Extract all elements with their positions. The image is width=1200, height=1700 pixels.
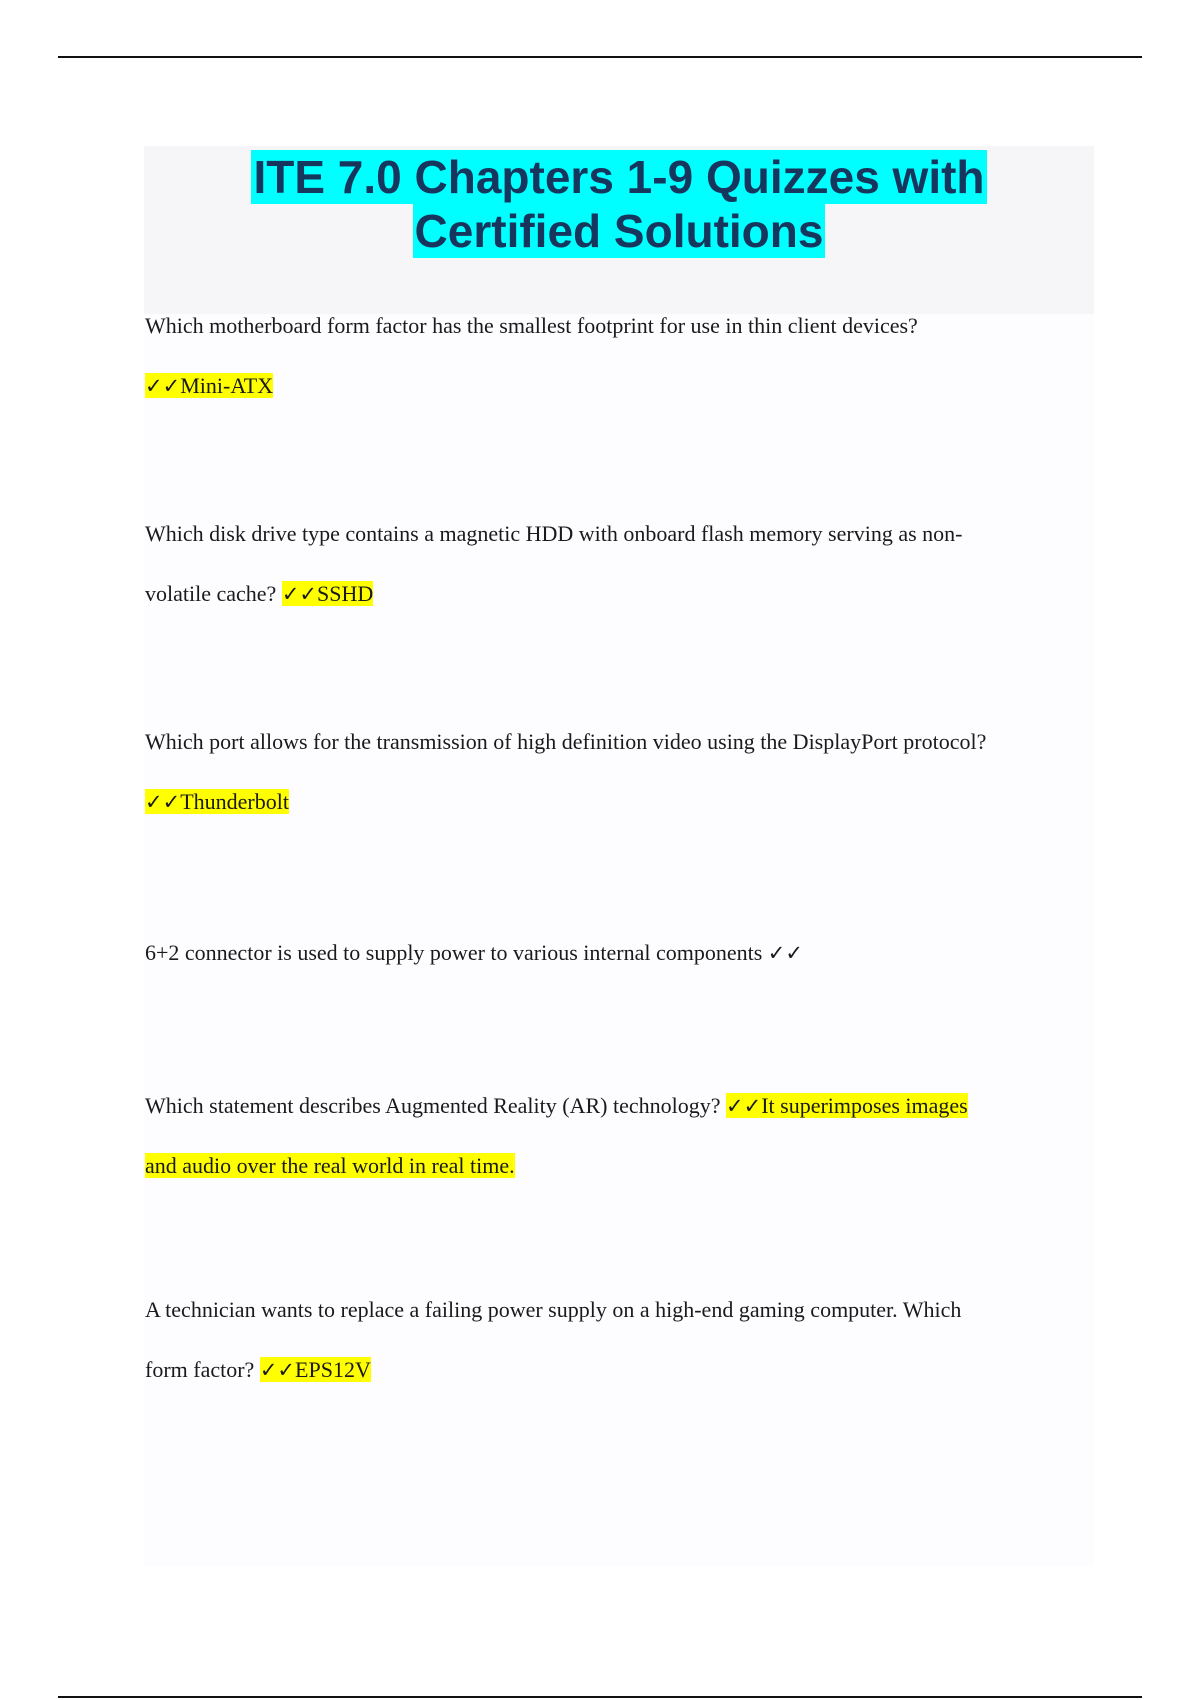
answer-highlight bbox=[260, 1357, 371, 1382]
answer-text: EPS12V bbox=[295, 1357, 371, 1382]
double-check-icon: ✓✓ bbox=[767, 941, 803, 965]
double-check-icon: ✓✓ bbox=[145, 790, 181, 814]
page-title-line-2: Certified Solutions bbox=[414, 205, 824, 257]
double-check-icon: ✓✓ bbox=[145, 374, 181, 398]
answer-text: Mini-ATX bbox=[180, 373, 274, 398]
qa-item-2 bbox=[145, 504, 1095, 624]
answer-text: and audio over the real world in real time. bbox=[145, 1153, 515, 1178]
qa-item-1 bbox=[145, 296, 1095, 416]
answer-text: Thunderbolt bbox=[180, 789, 289, 814]
qa-item-6 bbox=[145, 1280, 1095, 1400]
header-rule bbox=[58, 56, 1142, 58]
question-text: A technician wants to replace a failing power supply on a high-end gaming computer. Which bbox=[145, 1297, 962, 1322]
footer-rule bbox=[58, 1696, 1142, 1698]
double-check-icon: ✓✓ bbox=[281, 582, 318, 606]
question-text: Which statement describes Augmented Reality (AR) technology? bbox=[145, 1093, 721, 1118]
double-check-icon: ✓✓ bbox=[259, 1358, 296, 1382]
qa-item-5 bbox=[145, 1076, 1095, 1196]
page-title-line-1: ITE 7.0 Chapters 1-9 Quizzes with bbox=[253, 151, 985, 203]
question-text: 6+2 connector is used to supply power to various internal components bbox=[145, 940, 763, 965]
answer-text: It superimposes images bbox=[761, 1093, 968, 1118]
title-block bbox=[144, 146, 1094, 314]
question-text: form factor? bbox=[145, 1357, 255, 1382]
question-text: volatile cache? bbox=[145, 581, 277, 606]
question-text: Which port allows for the transmission of high definition video using the DisplayPort protocol? bbox=[145, 729, 987, 754]
qa-item-4 bbox=[145, 923, 1095, 983]
answer-highlight bbox=[145, 1153, 515, 1178]
qa-item-3 bbox=[145, 712, 1095, 832]
answer-highlight bbox=[145, 373, 273, 398]
question-text: Which disk drive type contains a magnetic HDD with onboard flash memory serving as non- bbox=[145, 521, 963, 546]
answer-highlight bbox=[726, 1093, 968, 1118]
double-check-icon: ✓✓ bbox=[726, 1094, 762, 1118]
question-text: Which motherboard form factor has the smallest footprint for use in thin client devices? bbox=[145, 313, 918, 338]
answer-highlight bbox=[145, 789, 289, 814]
answer-text: SSHD bbox=[317, 581, 374, 606]
answer-highlight bbox=[282, 581, 373, 606]
